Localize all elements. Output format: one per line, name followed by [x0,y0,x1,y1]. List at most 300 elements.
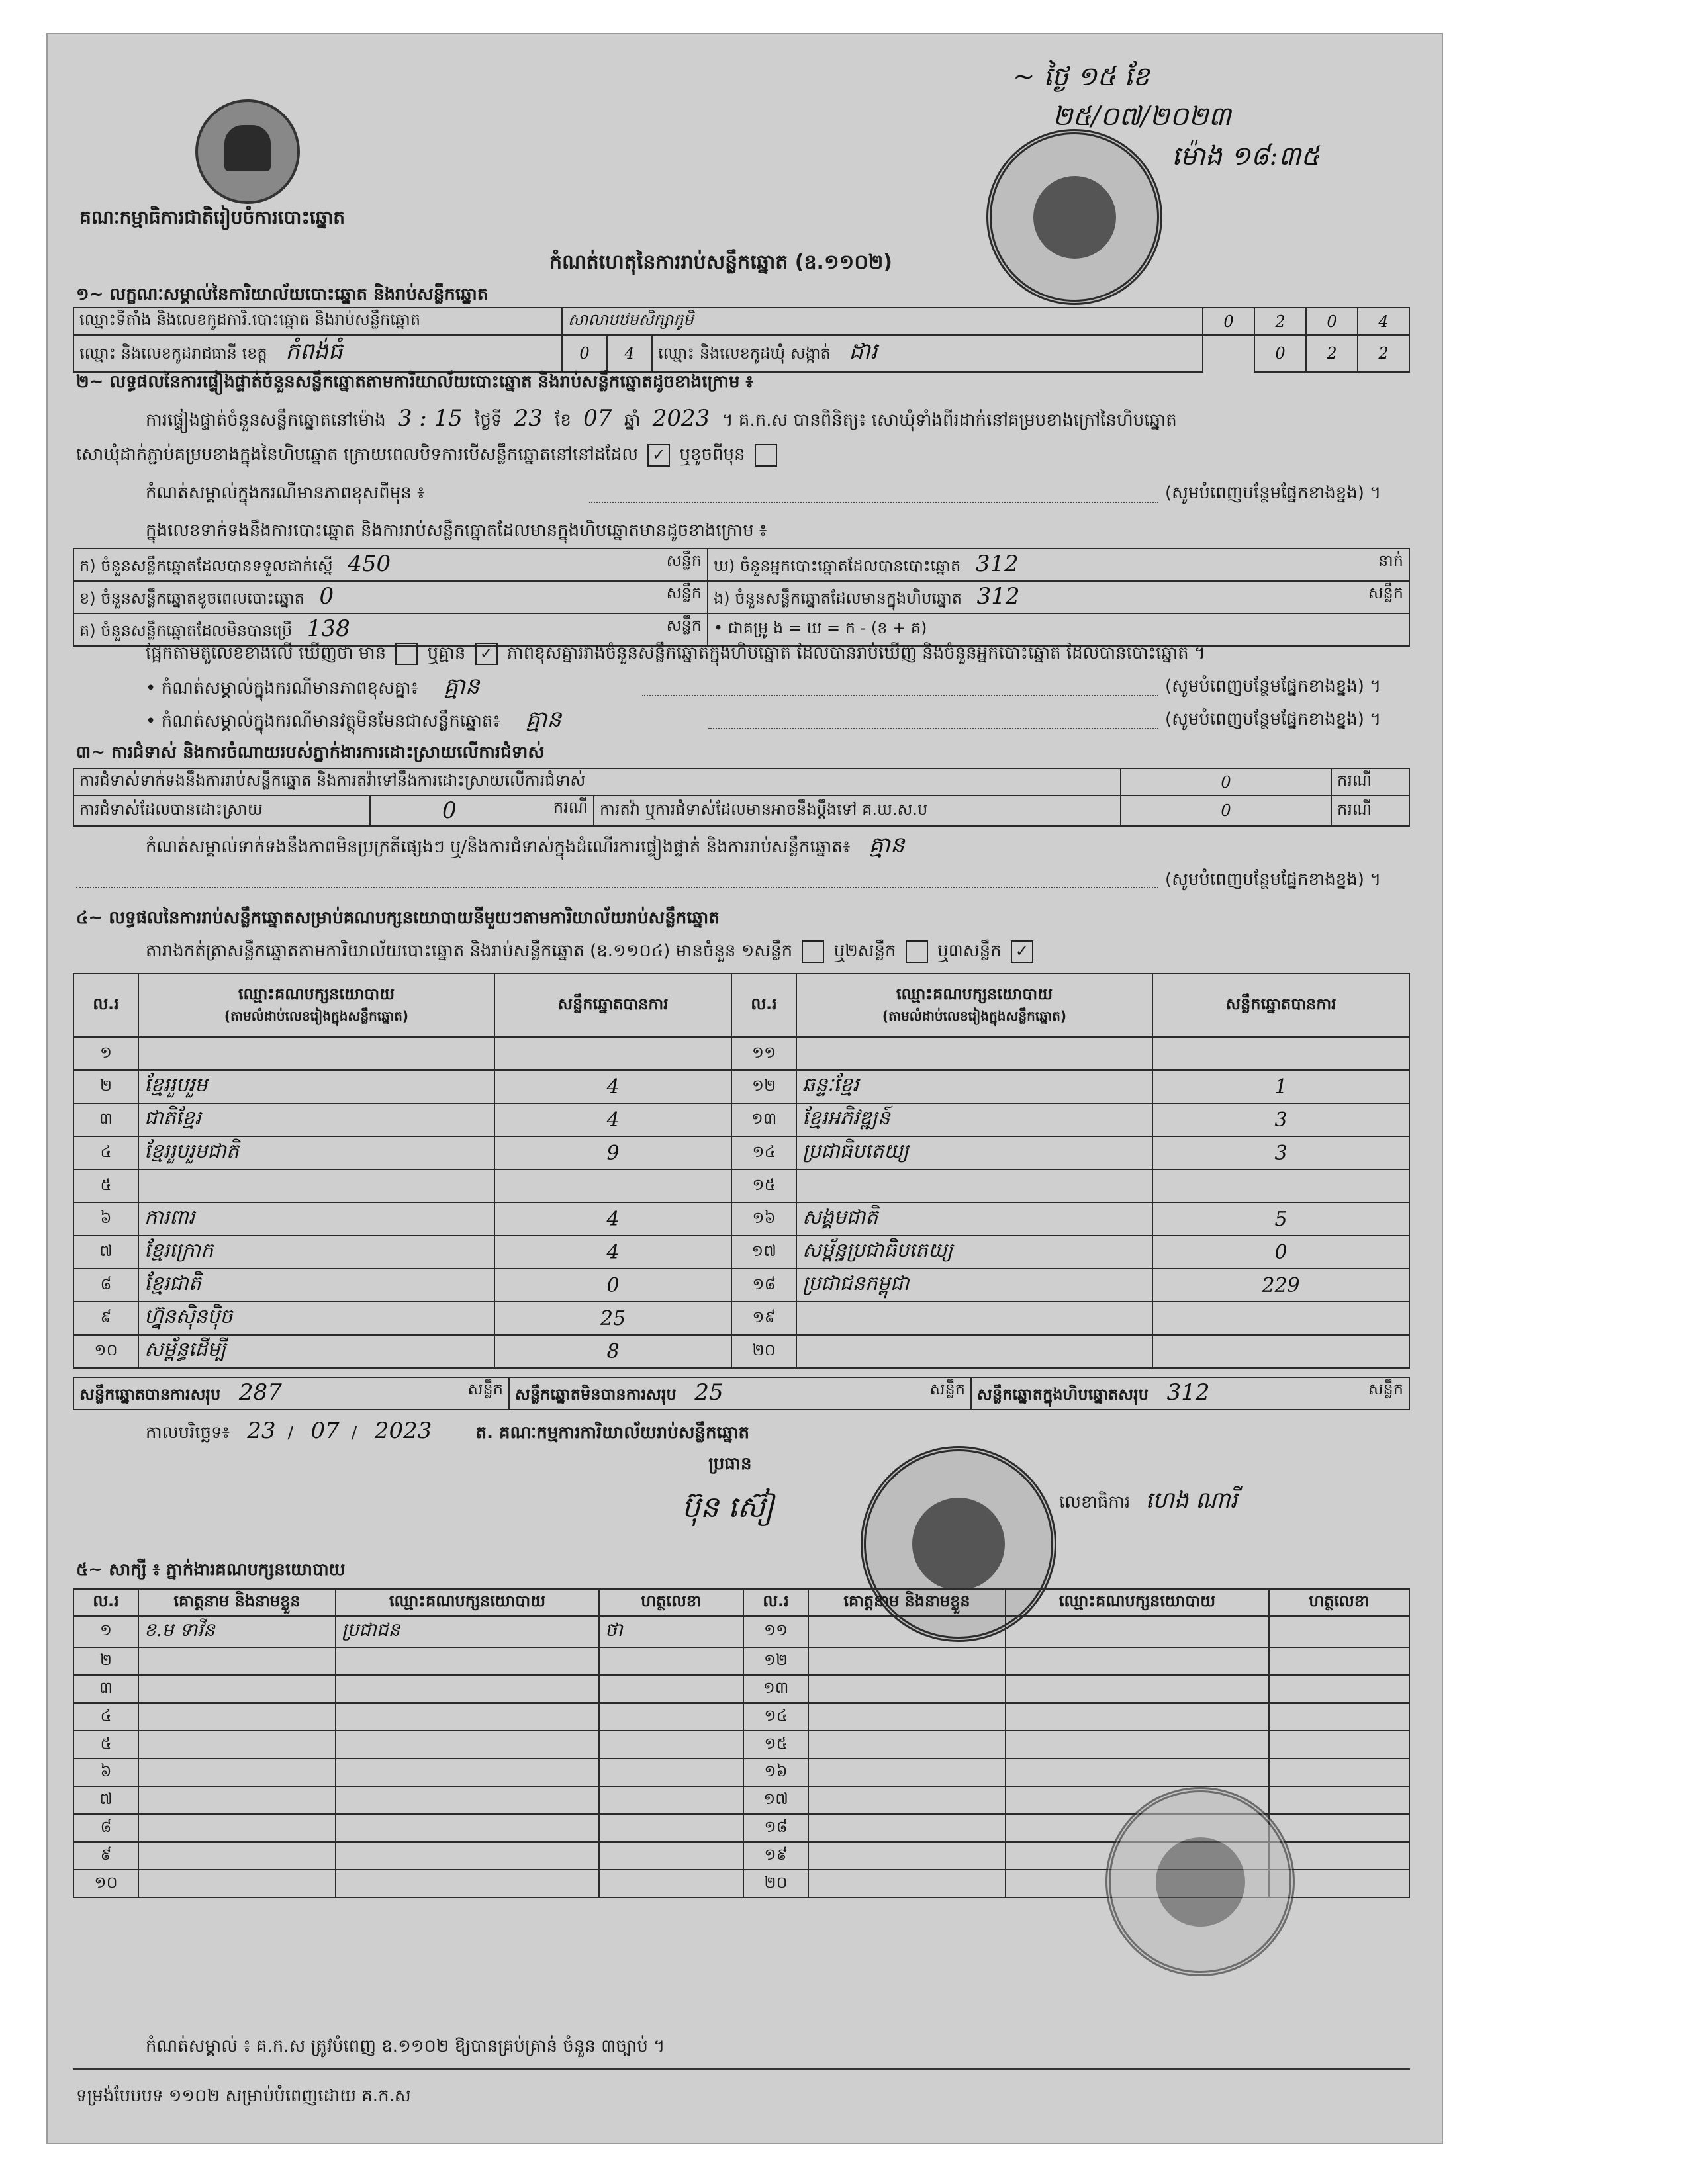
formula: • ជាគម្រូ ង = ឃ = ក - (ខ + គ) [708,614,1409,646]
verification-year: 2023 [652,405,710,432]
bullet2 [146,708,561,733]
witness-no: ៧ [73,1786,138,1814]
witness-name [138,1870,336,1897]
witness-signature [599,1703,743,1731]
result-votes: 25 [494,1302,731,1335]
witness-no: ៦ [73,1758,138,1786]
result-votes: 4 [494,1203,731,1236]
discrepancy-has-label: ផ្អែកតាមតួលេខខាងលើ ឃើញថា មាន [146,643,387,663]
document-sheet [46,33,1443,2144]
col-no-right: ល.រ [731,974,796,1037]
result-no: ៤ [73,1136,138,1169]
result-no: ២០ [731,1335,796,1368]
count-a [73,549,708,581]
witness-party [1006,1703,1269,1731]
witness-name [808,1786,1006,1814]
year-label: ឆ្នាំ [624,410,641,430]
result-party: ខ្មែររួបរួម [138,1070,494,1103]
witness-party: ប្រជាជន [336,1616,599,1647]
witness-name [808,1731,1006,1758]
handwritten-note-2: ២៥/០៧/២០២៣ [1053,101,1231,132]
witness-row [73,1703,1409,1731]
count-c-unit: សន្លឹក [666,616,702,635]
witness-signature: ថា [599,1616,743,1647]
result-no: ១៦ [731,1203,796,1236]
col-party-left-title: ឈ្មោះគណបក្សនយោបាយ [238,984,395,1003]
result-no: ១ [73,1037,138,1070]
results-row [73,1302,1409,1335]
seal-line [76,443,781,467]
witness-signature [599,1870,743,1897]
damaged-checkbox[interactable] [755,444,777,467]
witness-signature [1269,1814,1409,1842]
verification-line [146,407,1177,432]
col-no-left: ល.រ [73,974,138,1037]
count-e-value: 312 [976,583,1020,610]
station-code-2: 2 [1254,308,1306,335]
bullet2-value: គ្មាន [526,706,562,733]
result-no: ១៤ [731,1136,796,1169]
counts-intro: ក្នុងលេខទាក់ទងនឹងការបោះឆ្នោត និងការរាប់សន្លឹកឆ្នោតដែលមានក្នុងហិបឆ្នោតមានដូចខាងក្រោម ៖ [146,521,767,541]
bullet1-label: • កំណត់សម្គាល់ក្នុងករណីមានភាពខុសគ្នា៖ [146,678,419,698]
result-party: ខ្មែរអភិវឌ្ឍន៍ [796,1103,1152,1136]
discrepancy-line [146,642,1205,665]
witness-name [138,1814,336,1842]
result-party: ខ្មែររួបរួមជាតិ [138,1136,494,1169]
result-votes [1152,1037,1409,1070]
result-votes: 3 [1152,1136,1409,1169]
result-votes: 5 [1152,1203,1409,1236]
witness-party [336,1870,599,1897]
w-col-no-left: ល.រ [73,1589,138,1616]
handwritten-note-3: ម៉ោង ១៨:៣៥ [1172,141,1320,171]
secretary-label: លេខាធិការ [1059,1492,1131,1512]
result-votes: 0 [1152,1236,1409,1269]
result-party: សង្គមជាតិ [796,1203,1152,1236]
col-votes-left: សន្លឹកឆ្នោតបានការ [494,974,731,1037]
w-col-party-right: ឈ្មោះគណបក្សនយោបាយ [1006,1589,1269,1616]
results-row [73,1335,1409,1368]
count-e-label: ង) ចំនួនសន្លឹកឆ្នោតដែលមានក្នុងហិបឆ្នោត [714,589,962,608]
witness-party [336,1647,599,1675]
resolved-unit: ករណី [553,798,588,817]
result-party [796,1335,1152,1368]
witness-name [808,1758,1006,1786]
witness-no: ១ [73,1616,138,1647]
witness-party [1006,1758,1269,1786]
footnote: កំណត់សម្គាល់ ៖ គ.ក.ស ត្រូវបំពេញ ឧ.១១០២ ឱ្យបានគ្រប់គ្រាន់ ចំនួន ៣ច្បាប់ ។ [146,2036,665,2056]
province-label-text: ឈ្មោះ និងលេខកូដរាជធានី ខេត្ត [79,344,267,363]
w-col-sig-left: ហត្ថលេខា [599,1589,743,1616]
resolved-label: ការជំទាស់ដែលបានដោះស្រាយ [73,796,370,826]
bullet1 [146,675,479,700]
org-name: គណៈកម្មាធិការជាតិរៀបចំការបោះឆ្នោត [79,206,346,228]
result-votes [494,1169,731,1203]
witness-party [336,1675,599,1703]
witness-signature [599,1731,743,1758]
witness-no: ១២ [743,1647,808,1675]
witness-party [1006,1647,1269,1675]
has-discrepancy-checkbox[interactable] [395,643,418,665]
verification-pre: ការផ្ទៀងផ្ទាត់ចំនួនសន្លឹកឆ្នោតនៅម៉ោង [146,410,386,430]
one-sheet-checkbox[interactable] [802,940,824,963]
results-row [73,1269,1409,1302]
result-no: ១៧ [731,1236,796,1269]
witness-name [138,1842,336,1870]
witness-signature [1269,1786,1409,1814]
commune-label: ឈ្មោះ និងលេខកូដឃុំ សង្កាត់ [658,344,831,363]
objection-unit: ករណី [1331,768,1409,796]
witness-name: ខ.ម ទាវីន [138,1616,336,1647]
two-sheet-checkbox[interactable] [906,940,928,963]
irregularity-label: កំណត់សម្គាល់ទាក់ទងនឹងភាពមិនប្រក្រតីផ្សេងៗ ឬ/និងការជំទាស់ក្នុងដំណើរការផ្ទៀងផ្ទាត់ និងការរាប់សន្លឹកឆ្នោត៖ [146,837,851,857]
witness-name [138,1703,336,1731]
witness-name [808,1616,1006,1647]
witness-signature [599,1814,743,1842]
result-votes: 4 [494,1103,731,1136]
result-party: ឆន្ទៈខ្មែរ [796,1070,1152,1103]
month-label: ខែ [555,410,571,430]
two-sheet-label: ឬ២សន្លឹក [833,941,896,961]
result-no: ៣ [73,1103,138,1136]
witness-name [808,1703,1006,1731]
section2-title: ២~ លទ្ធផលនៃការផ្ទៀងផ្ទាត់ចំនួនសន្លឹកឆ្នោតតាមការិយាល័យបោះឆ្នោត និងរាប់សន្លឹកឆ្នោតដូចខាងក្រោម ៖ [76,372,753,392]
result-party [138,1037,494,1070]
results-row [73,1037,1409,1070]
witness-party [336,1814,599,1842]
bullet2-label: • កំណត់សម្គាល់ក្នុងករណីមានវត្ថុមិនមែនជាសន្លឹកឆ្នោត៖ [146,711,500,731]
count-a-unit: សន្លឹក [666,551,702,570]
count-e [708,581,1409,614]
count-a-value: 450 [348,551,391,577]
total-invalid-unit: សន្លឹក [929,1380,965,1398]
witness-signature [1269,1616,1409,1647]
section3-table [73,768,1410,827]
result-votes: 229 [1152,1269,1409,1302]
result-party: ការពារ [138,1203,494,1236]
day-label: ថ្ងៃទី [475,410,502,430]
result-party: ជាតិខ្មែរ [138,1103,494,1136]
col-votes-right: សន្លឹកឆ្នោតបានការ [1152,974,1409,1037]
col-party-right [796,974,1152,1037]
committee-label: ត. គណៈកម្មការការិយាល័យរាប់សន្លឹកឆ្នោត [475,1423,750,1443]
chair-signature: ប៊ុន ស៊ៀ [682,1490,774,1524]
result-no: ៩ [73,1302,138,1335]
witness-row [73,1647,1409,1675]
count-b-label: ខ) ចំនួនសន្លឹកឆ្នោតខូចពេលបោះឆ្នោត [79,589,305,608]
section3-title: ៣~ ការជំទាស់ និងការចំណាយរបស់ភ្នាក់ងារការដោះស្រាយលើការជំទាស់ [76,743,545,762]
count-d-value: 312 [975,551,1019,577]
result-no: ១៣ [731,1103,796,1136]
witness-signature [599,1647,743,1675]
witness-row [73,1731,1409,1758]
witness-row [73,1675,1409,1703]
results-table [73,973,1410,1369]
results-row [73,1169,1409,1203]
witness-no: ១៧ [743,1786,808,1814]
witness-row [73,1758,1409,1786]
seal-text: សោឃុំដាក់ភ្ជាប់គម្របខាងក្នុងនៃហិបឆ្នោត ក្រោយពេលបិទការបើសន្លឹកឆ្នោតនៅនៅដដែល [76,445,638,465]
station-code-1: 0 [1203,308,1254,335]
witness-signature [599,1786,743,1814]
witness-no: ១០ [73,1870,138,1897]
result-party: សម្ព័ន្ធប្រជាធិបតេយ្យ [796,1236,1152,1269]
count-b-unit: សន្លឹក [666,584,702,602]
witness-signature [599,1675,743,1703]
province-code-2: 4 [607,335,652,372]
witness-party [1006,1675,1269,1703]
count-d-label: ឃ) ចំនួនអ្នកបោះឆ្នោតដែលបានបោះឆ្នោត [714,557,961,575]
total-box [971,1377,1409,1410]
witness-no: ១៣ [743,1675,808,1703]
footer-form-id: ទម្រង់បែបបទ ១១០២ សម្រាប់បំពេញដោយ គ.ក.ស [76,2086,411,2106]
resolved-cell [370,796,594,826]
col-party-left [138,974,494,1037]
witness-signature [1269,1731,1409,1758]
count-c-label: គ) ចំនួនសន្លឹកឆ្នោតដែលមិនបានប្រើ [79,621,293,640]
commune-value: ដារ [849,338,878,365]
witness-no: ២ [73,1647,138,1675]
objection-label: ការជំទាស់ទាក់ទងនឹងការរាប់សន្លឹកឆ្នោត និងការតវ៉ាទៅនឹងការដោះស្រាយលើការជំទាស់ [73,768,1121,796]
witness-no: ៩ [73,1842,138,1870]
total-invalid-value: 25 [694,1379,724,1406]
bullet1-suffix: (សូមបំពេញបន្ថែមផ្នែកខាងខ្នង) ។ [1165,676,1382,696]
witness-party [1006,1731,1269,1758]
province-code-1: 0 [562,335,607,372]
result-party [796,1037,1152,1070]
witness-name [808,1842,1006,1870]
note1-suffix: (សូមបំពេញបន្ថែមផ្នែកខាងខ្នង) ។ [1165,483,1382,503]
witness-name [808,1647,1006,1675]
totals-table [73,1377,1410,1410]
result-party: សម្ព័ន្ធដើម្បី [138,1335,494,1368]
verification-month: 07 [583,405,612,432]
witness-party [336,1786,599,1814]
witness-no: ១៨ [743,1814,808,1842]
result-no: ១៩ [731,1302,796,1335]
witness-signature [599,1758,743,1786]
result-party: ខ្មែរជាតិ [138,1269,494,1302]
count-d-unit: នាក់ [1378,551,1403,570]
station-code-4: 4 [1358,308,1409,335]
witness-party [336,1703,599,1731]
station-code-3: 0 [1306,308,1358,335]
result-no: ១៨ [731,1269,796,1302]
witness-no: ១៦ [743,1758,808,1786]
witness-party [336,1758,599,1786]
result-votes: 3 [1152,1103,1409,1136]
province-label [73,335,562,372]
col-party-right-sub: (តាមលំដាប់លេខរៀងក្នុងសន្លឹកឆ្នោត) [882,1007,1067,1024]
w-col-no-right: ល.រ [743,1589,808,1616]
sheet-count-text: តារាងកត់ត្រាសន្លឹកឆ្នោតតាមការិយាល័យបោះឆ្នោត និងរាប់សន្លឹកឆ្នោត (ឧ.១១០៤) មានចំនួន ១សន្លឹក [146,941,793,961]
secretary-line [1059,1489,1237,1514]
total-valid-unit: សន្លឹក [467,1380,503,1398]
official-stamp-bottom [1105,1787,1295,1976]
witness-party [336,1731,599,1758]
section1-table [73,307,1410,373]
witness-party [336,1842,599,1870]
result-party [796,1302,1152,1335]
witness-no: ១៥ [743,1731,808,1758]
witness-signature [1269,1703,1409,1731]
damaged-label: ឬខូចពីមុន [679,445,745,465]
w-col-name-right: គោត្តនាម និងនាមខ្លួន [808,1589,1006,1616]
date-day: 23 [247,1418,276,1444]
witness-row [73,1616,1409,1647]
total-valid-label: សន្លឹកឆ្នោតបានការសរុប [79,1385,221,1404]
verification-day: 23 [514,405,543,432]
result-no: ១២ [731,1070,796,1103]
section5-title: ៥~ សាក្សី ៖ ភ្នាក់ងារគណបក្សនយោបាយ [76,1560,346,1580]
results-row [73,1236,1409,1269]
station-value: សាលាបឋមសិក្សាភូមិ [562,308,1203,335]
section1-title: ១~ លក្ខណៈសម្គាល់នៃការិយាល័យបោះឆ្នោត និងរាប់សន្លឹកឆ្នោត [76,285,489,304]
counts-table [73,548,1410,647]
result-votes: 1 [1152,1070,1409,1103]
result-votes: 4 [494,1236,731,1269]
appeal-label: ការតវ៉ា ឬការជំទាស់ដែលមានអាចនឹងប្ដឹងទៅ គ.ឃ.ស.ប [594,796,1121,826]
total-box-value: 312 [1166,1379,1210,1406]
province-value: កំពង់ធំ [285,338,343,365]
intact-checkbox[interactable]: ✓ [647,444,670,467]
section4-title: ៤~ លទ្ធផលនៃការរាប់សន្លឹកឆ្នោតសម្រាប់គណបក្សនយោបាយនីមួយៗតាមការិយាល័យរាប់សន្លឹកឆ្នោត [76,908,720,928]
date-line: កាលបរិច្ឆេទ៖ 23 / 07 / 2023 ត. គណៈកម្មការការិយាល័យរាប់សន្លឹកឆ្នោត [146,1418,750,1444]
commune-code-2: 2 [1306,335,1358,372]
witness-signature [1269,1758,1409,1786]
appeal-value: 0 [1121,796,1331,826]
three-sheet-label: ឬ៣សន្លឹក [937,941,1002,961]
results-row [73,1103,1409,1136]
total-box-unit: សន្លឹក [1368,1380,1403,1398]
bullet1-value: គ្មាន [444,673,480,700]
result-no: ១១ [731,1037,796,1070]
date-month: 07 [310,1418,340,1444]
count-c-value: 138 [306,615,350,642]
results-row [73,1203,1409,1236]
count-a-label: ក) ចំនួនសន្លឹកឆ្នោតដែលបានទទួលដាក់ស្នើ [79,557,333,575]
witness-name [138,1647,336,1675]
count-b-value: 0 [319,583,334,610]
result-no: ៥ [73,1169,138,1203]
result-votes [1152,1169,1409,1203]
objection-value: 0 [1121,768,1331,796]
total-valid [73,1377,509,1410]
station-label: ឈ្មោះទីតាំង និងលេខកូដការិ.បោះឆ្នោត និងរាប់សន្លឹកឆ្នោត [73,308,562,335]
witness-no: ២០ [743,1870,808,1897]
irregularity-suffix: (សូមបំពេញបន្ថែមផ្នែកខាងខ្នង) ។ [1165,870,1382,889]
result-no: ១០ [73,1335,138,1368]
secretary-signature: ហេង ណារី [1145,1487,1238,1514]
result-party: ហ្វ៊ុនស៊ិនប៉ិច [138,1302,494,1335]
result-party: ប្រជាជនកម្ពុជា [796,1269,1152,1302]
appeal-unit: ករណី [1331,796,1409,826]
discrepancy-none-label: ឬគ្មាន [427,643,466,663]
result-no: ២ [73,1070,138,1103]
result-votes [1152,1335,1409,1368]
result-party [796,1169,1152,1203]
result-no: ៨ [73,1269,138,1302]
no-discrepancy-checkbox[interactable]: ✓ [475,643,498,665]
commune-cell [652,335,1203,372]
three-sheet-checkbox[interactable]: ✓ [1011,940,1033,963]
witness-no: ១១ [743,1616,808,1647]
count-b [73,581,708,614]
witness-name [138,1731,336,1758]
verification-post: ។ គ.ក.ស បានពិនិត្យ៖ សោឃុំទាំងពីរដាក់នៅគម្របខាងក្រៅនៃហិបឆ្នោត [722,410,1177,430]
note1-label: កំណត់សម្គាល់ក្នុងករណីមានភាពខុសពីមុន ៖ [146,483,425,503]
commune-code-1: 0 [1254,335,1306,372]
chair-label: ប្រធាន [708,1454,752,1474]
witness-name [808,1814,1006,1842]
result-votes [1152,1302,1409,1335]
witness-name [138,1675,336,1703]
total-invalid-label: សន្លឹកឆ្នោតមិនបានការសរុប [515,1385,677,1404]
total-box-label: សន្លឹកឆ្នោតក្នុងហិបឆ្នោតសរុប [977,1385,1149,1404]
count-e-unit: សន្លឹក [1368,584,1403,602]
witness-signature [1269,1675,1409,1703]
result-votes: 4 [494,1070,731,1103]
verification-time: 3 : 15 [397,405,463,432]
w-col-sig-right: ហត្ថលេខា [1269,1589,1409,1616]
result-no: ៧ [73,1236,138,1269]
witness-no: ៥ [73,1731,138,1758]
witness-no: ៨ [73,1814,138,1842]
count-c [73,614,708,646]
witness-name [808,1870,1006,1897]
witness-signature [599,1842,743,1870]
commune-code-3: 2 [1358,335,1409,372]
sheet-count-line [146,940,1037,963]
witness-party [1006,1616,1269,1647]
witness-name [138,1786,336,1814]
result-votes: 9 [494,1136,731,1169]
irregularity-note [146,834,905,858]
col-party-left-sub: (តាមលំដាប់លេខរៀងក្នុងសន្លឹកឆ្នោត) [224,1007,409,1024]
witness-no: ៤ [73,1703,138,1731]
bullet2-suffix: (សូមបំពេញបន្ថែមផ្នែកខាងខ្នង) ។ [1165,709,1382,729]
date-year: 2023 [374,1418,432,1444]
results-row [73,1136,1409,1169]
col-party-right-title: ឈ្មោះគណបក្សនយោបាយ [896,984,1053,1003]
w-col-party-left: ឈ្មោះគណបក្សនយោបាយ [336,1589,599,1616]
witness-signature [1269,1647,1409,1675]
form-title: កំណត់ហេតុនៃការរាប់សន្លឹកឆ្នោត (ឧ.១១០២) [549,251,893,274]
witness-name [808,1675,1006,1703]
w-col-name-left: គោត្តនាម និងនាមខ្លួន [138,1589,336,1616]
result-no: ៦ [73,1203,138,1236]
date-label: កាលបរិច្ឆេទ៖ [146,1423,230,1443]
handwritten-note-1: ~ ថ្ងៃ ១៥ ខែ [1013,62,1150,92]
witness-no: ១៤ [743,1703,808,1731]
total-invalid [509,1377,971,1410]
witness-name [138,1758,336,1786]
result-party: ប្រជាធិបតេយ្យ [796,1136,1152,1169]
result-votes [494,1037,731,1070]
result-party: ខ្មែរក្រោក [138,1236,494,1269]
official-stamp-top [986,129,1162,305]
result-votes: 0 [494,1269,731,1302]
total-valid-value: 287 [238,1379,282,1406]
count-d [708,549,1409,581]
result-votes: 8 [494,1335,731,1368]
resolved-value: 0 [442,797,457,824]
result-no: ១៥ [731,1169,796,1203]
irregularity-value: គ្មាន [868,832,905,858]
result-party [138,1169,494,1203]
results-row [73,1070,1409,1103]
nec-logo [195,99,300,204]
